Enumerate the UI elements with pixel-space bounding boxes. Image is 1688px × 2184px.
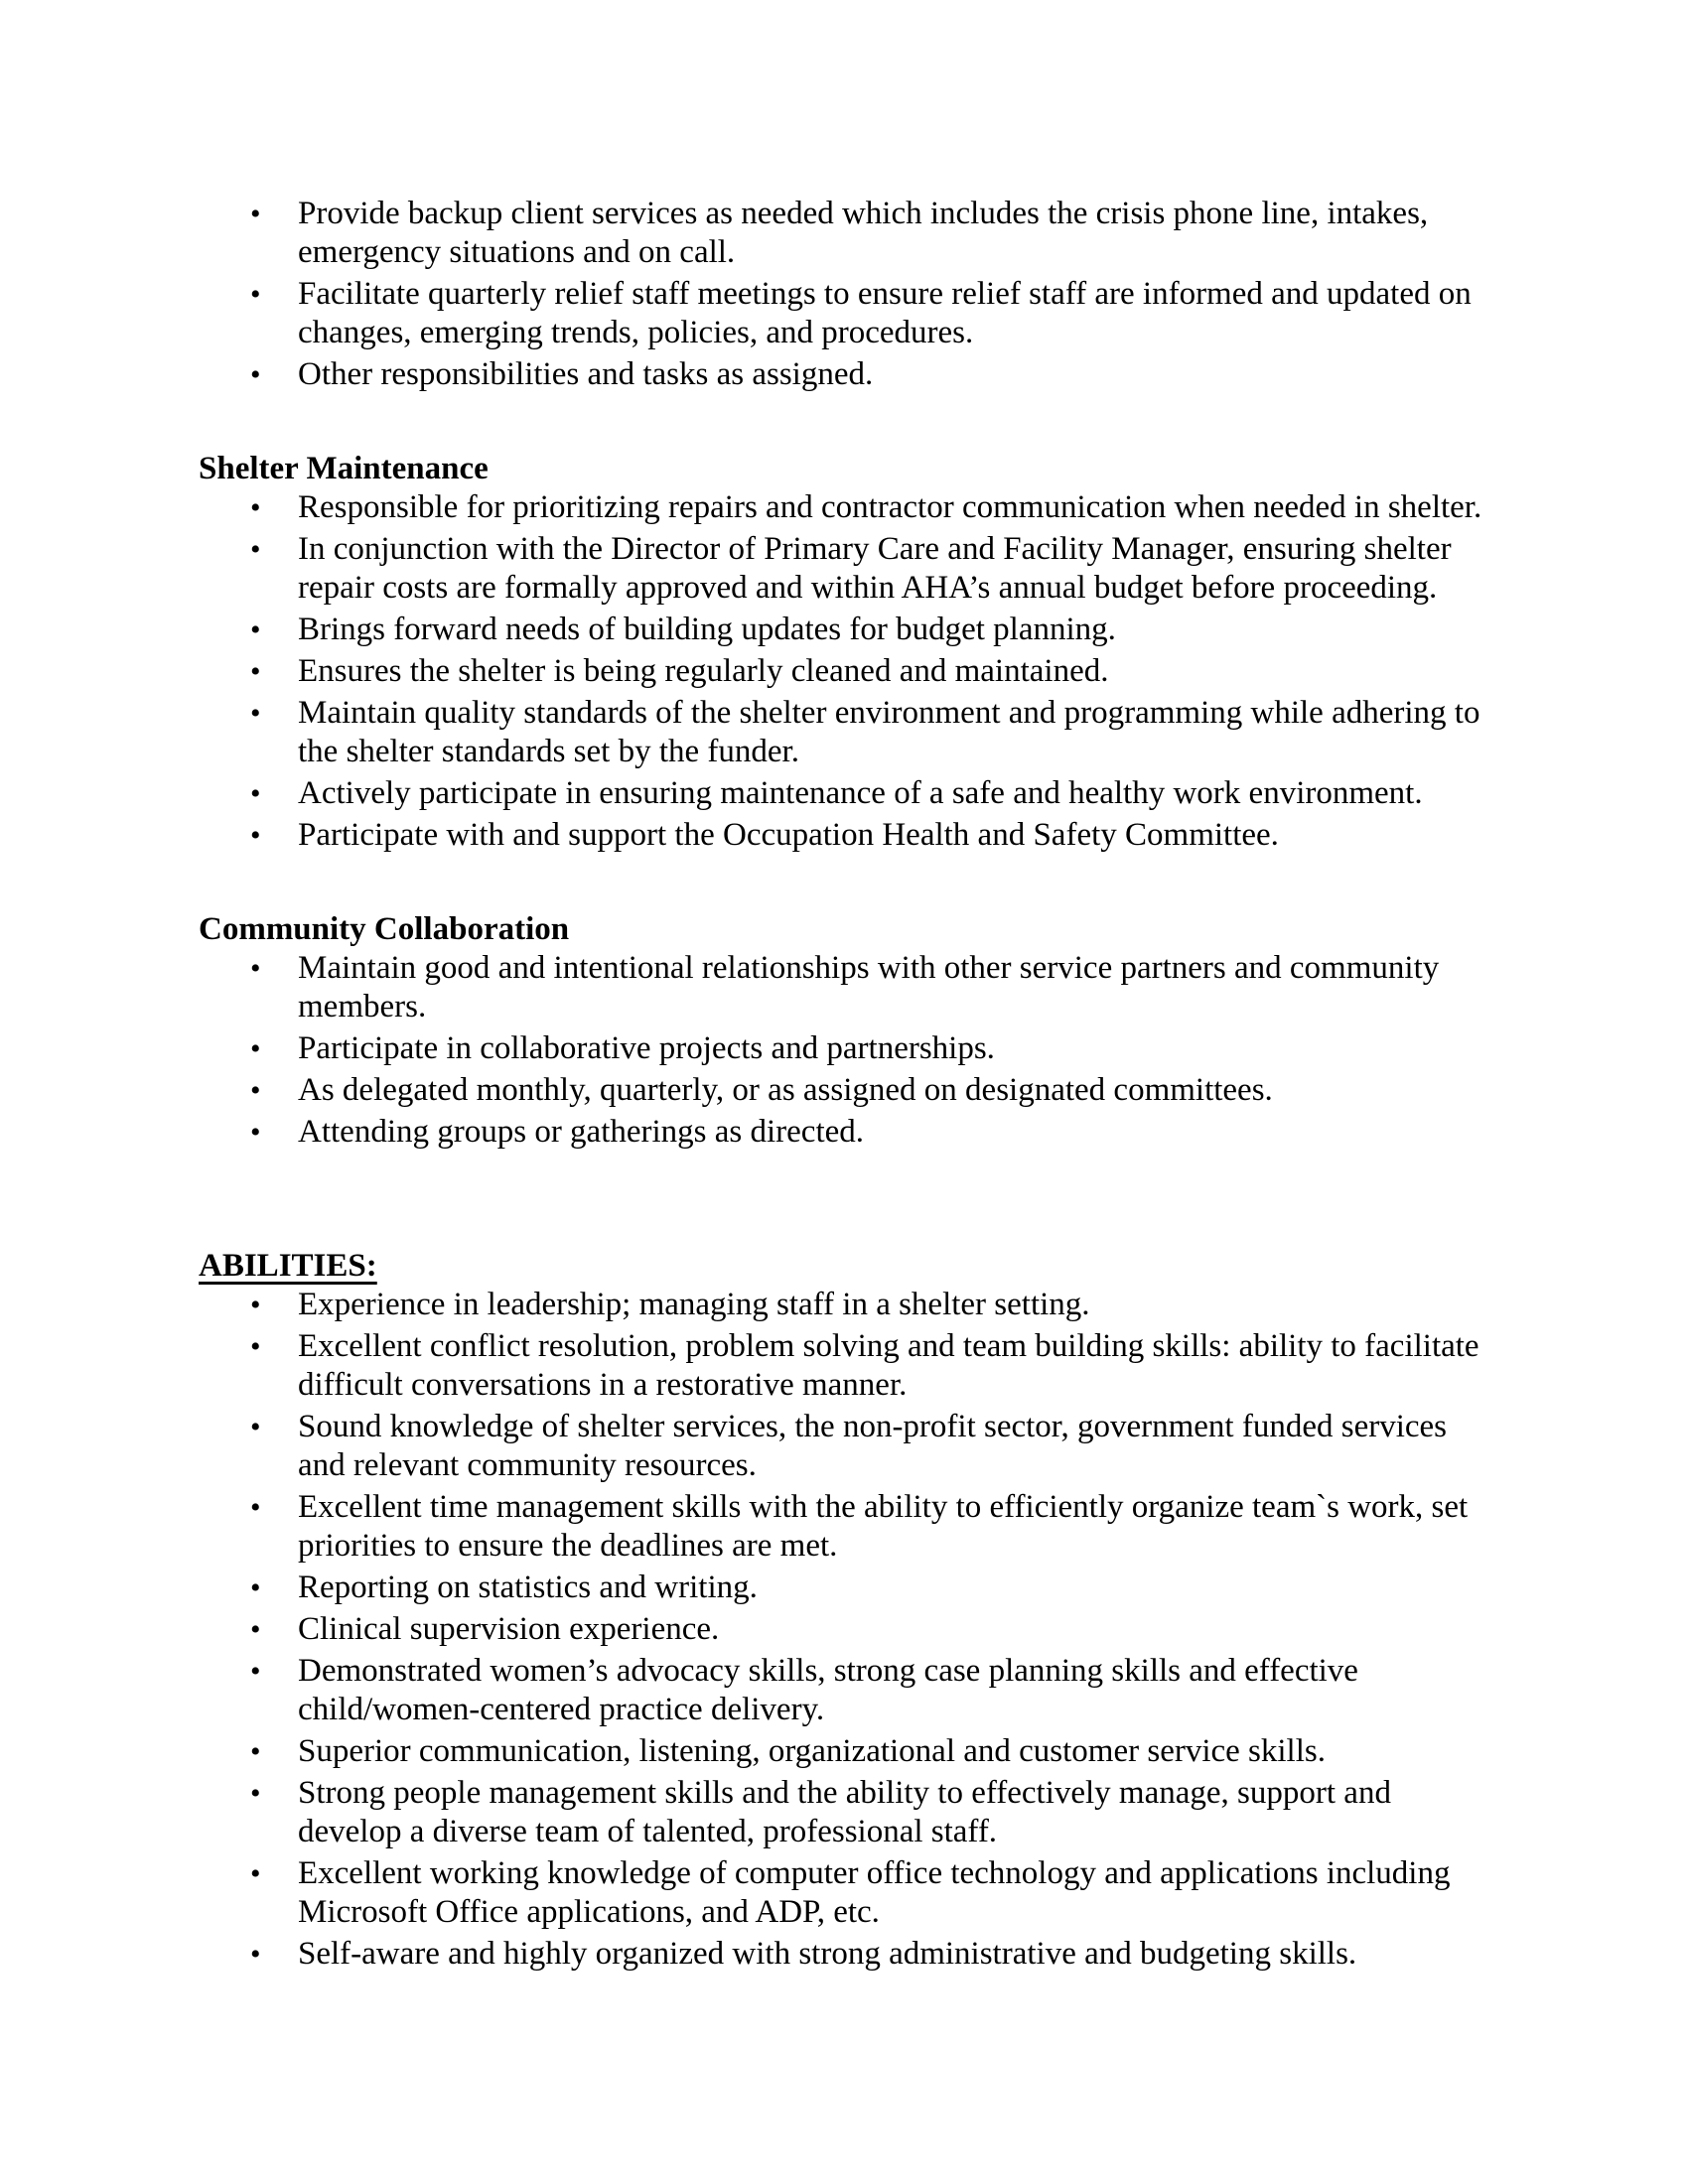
bullet-icon: •: [250, 1571, 261, 1604]
list-item: [199, 1652, 1499, 1729]
list-item: [199, 1113, 1499, 1152]
bullet-icon: •: [250, 777, 261, 810]
bullet-icon: •: [250, 1777, 261, 1810]
section-community-collaboration: [199, 910, 1499, 1152]
list-item: [199, 694, 1499, 771]
section-shelter-maintenance: [199, 450, 1499, 855]
list-item-text: Demonstrated women’s advocacy skills, strong case planning skills and effective child/women-centered practice delivery.: [298, 1653, 1358, 1727]
list-item: [199, 1488, 1499, 1566]
bullet-icon: •: [250, 1330, 261, 1363]
bullet-icon: •: [250, 1116, 261, 1149]
bullet-icon: •: [250, 614, 261, 646]
bullet-list: [199, 195, 1499, 394]
document-body: [199, 195, 1499, 1974]
section-heading: [199, 450, 1499, 488]
list-item: [199, 488, 1499, 527]
list-item-text: Excellent time management skills with the ability to efficiently organize team`s work, set priorities to ensure the deadlines are met.: [298, 1489, 1469, 1564]
list-item-text: Participate with and support the Occupation Health and Safety Committee.: [298, 817, 1279, 853]
list-item: [199, 949, 1499, 1026]
bullet-icon: •: [250, 1289, 261, 1321]
list-item: [199, 1732, 1499, 1771]
bullet-icon: •: [250, 1857, 261, 1890]
bullet-icon: •: [250, 533, 261, 566]
bullet-icon: •: [250, 198, 261, 230]
list-item: [199, 1610, 1499, 1649]
bullet-icon: •: [250, 697, 261, 730]
list-item-text: Facilitate quarterly relief staff meetings to ensure relief staff are informed and updated on changes, emerging trends, policies, and procedures.: [298, 276, 1472, 350]
section-abilities: [199, 1247, 1499, 1974]
list-item-text: Excellent conflict resolution, problem solving and team building skills: ability to facilitate difficult conversations in a restorative manner.: [298, 1328, 1479, 1403]
bullet-icon: •: [250, 1938, 261, 1971]
list-item-text: Maintain good and intentional relationships with other service partners and community members.: [298, 950, 1440, 1024]
list-item: [199, 774, 1499, 813]
bullet-list: [199, 1286, 1499, 1974]
bullet-icon: •: [250, 655, 261, 688]
list-item-text: Provide backup client services as needed which includes the crisis phone line, intakes, emergency situations and on call.: [298, 196, 1429, 270]
list-item-text: Self-aware and highly organized with strong administrative and budgeting skills.: [298, 1936, 1357, 1972]
bullet-list: [199, 488, 1499, 855]
list-item-text: Strong people management skills and the ability to effectively manage, support and develop a diverse team of talented, professional staff.: [298, 1775, 1391, 1849]
bullet-icon: •: [250, 491, 261, 524]
list-item-text: Sound knowledge of shelter services, the non-profit sector, government funded services and relevant community resources.: [298, 1409, 1448, 1483]
list-item-text: Clinical supervision experience.: [298, 1611, 720, 1647]
list-item: [199, 1774, 1499, 1851]
bullet-icon: •: [250, 819, 261, 852]
bullet-icon: •: [250, 358, 261, 391]
list-item: [199, 1071, 1499, 1110]
list-item-text: Responsible for prioritizing repairs and contractor communication when needed in shelter.: [298, 489, 1482, 525]
bullet-icon: •: [250, 1655, 261, 1688]
bullet-icon: •: [250, 1613, 261, 1646]
list-item-text: Brings forward needs of building updates for budget planning.: [298, 612, 1116, 647]
list-item-text: Actively participate in ensuring maintenance of a safe and healthy work environment.: [298, 775, 1423, 811]
list-item: [199, 816, 1499, 855]
bullet-icon: •: [250, 1411, 261, 1443]
bullet-list: [199, 949, 1499, 1152]
section-heading-text: ABILITIES:: [199, 1248, 377, 1284]
section-heading-text: Community Collaboration: [199, 911, 570, 947]
list-item: [199, 275, 1499, 352]
section-heading: [199, 910, 1499, 949]
list-item-text: Experience in leadership; managing staff in a shelter setting.: [298, 1287, 1090, 1322]
list-item-text: In conjunction with the Director of Primary Care and Facility Manager, ensuring shelter repair costs are formally approved and within AHA’s annual budget before proceeding.: [298, 531, 1452, 606]
list-item: [199, 652, 1499, 691]
section-continued-duties: [199, 195, 1499, 394]
list-item: [199, 1408, 1499, 1485]
list-item-text: Ensures the shelter is being regularly cleaned and maintained.: [298, 653, 1109, 689]
bullet-icon: •: [250, 278, 261, 311]
list-item-text: Participate in collaborative projects and partnerships.: [298, 1030, 995, 1066]
bullet-icon: •: [250, 952, 261, 985]
bullet-icon: •: [250, 1735, 261, 1768]
section-heading-text: Shelter Maintenance: [199, 451, 489, 486]
list-item: [199, 1569, 1499, 1607]
list-item: [199, 530, 1499, 608]
bullet-icon: •: [250, 1032, 261, 1065]
list-item: [199, 1029, 1499, 1068]
list-item: [199, 1286, 1499, 1324]
list-item: [199, 355, 1499, 394]
bullet-icon: •: [250, 1491, 261, 1524]
list-item-text: Maintain quality standards of the shelter environment and programming while adhering to the shelter standards set by the funder.: [298, 695, 1480, 769]
bullet-icon: •: [250, 1074, 261, 1107]
list-item-text: As delegated monthly, quarterly, or as assigned on designated committees.: [298, 1072, 1273, 1108]
list-item-text: Excellent working knowledge of computer office technology and applications including Microsoft Office applications, and ADP, etc.: [298, 1855, 1451, 1930]
list-item: [199, 1935, 1499, 1974]
list-item-text: Attending groups or gatherings as directed.: [298, 1114, 865, 1150]
list-item: [199, 195, 1499, 272]
list-item: [199, 1854, 1499, 1932]
list-item: [199, 611, 1499, 649]
list-item-text: Reporting on statistics and writing.: [298, 1570, 758, 1605]
list-item-text: Superior communication, listening, organizational and customer service skills.: [298, 1733, 1326, 1769]
list-item: [199, 1327, 1499, 1405]
section-heading: [199, 1247, 1499, 1286]
list-item-text: Other responsibilities and tasks as assigned.: [298, 356, 874, 392]
